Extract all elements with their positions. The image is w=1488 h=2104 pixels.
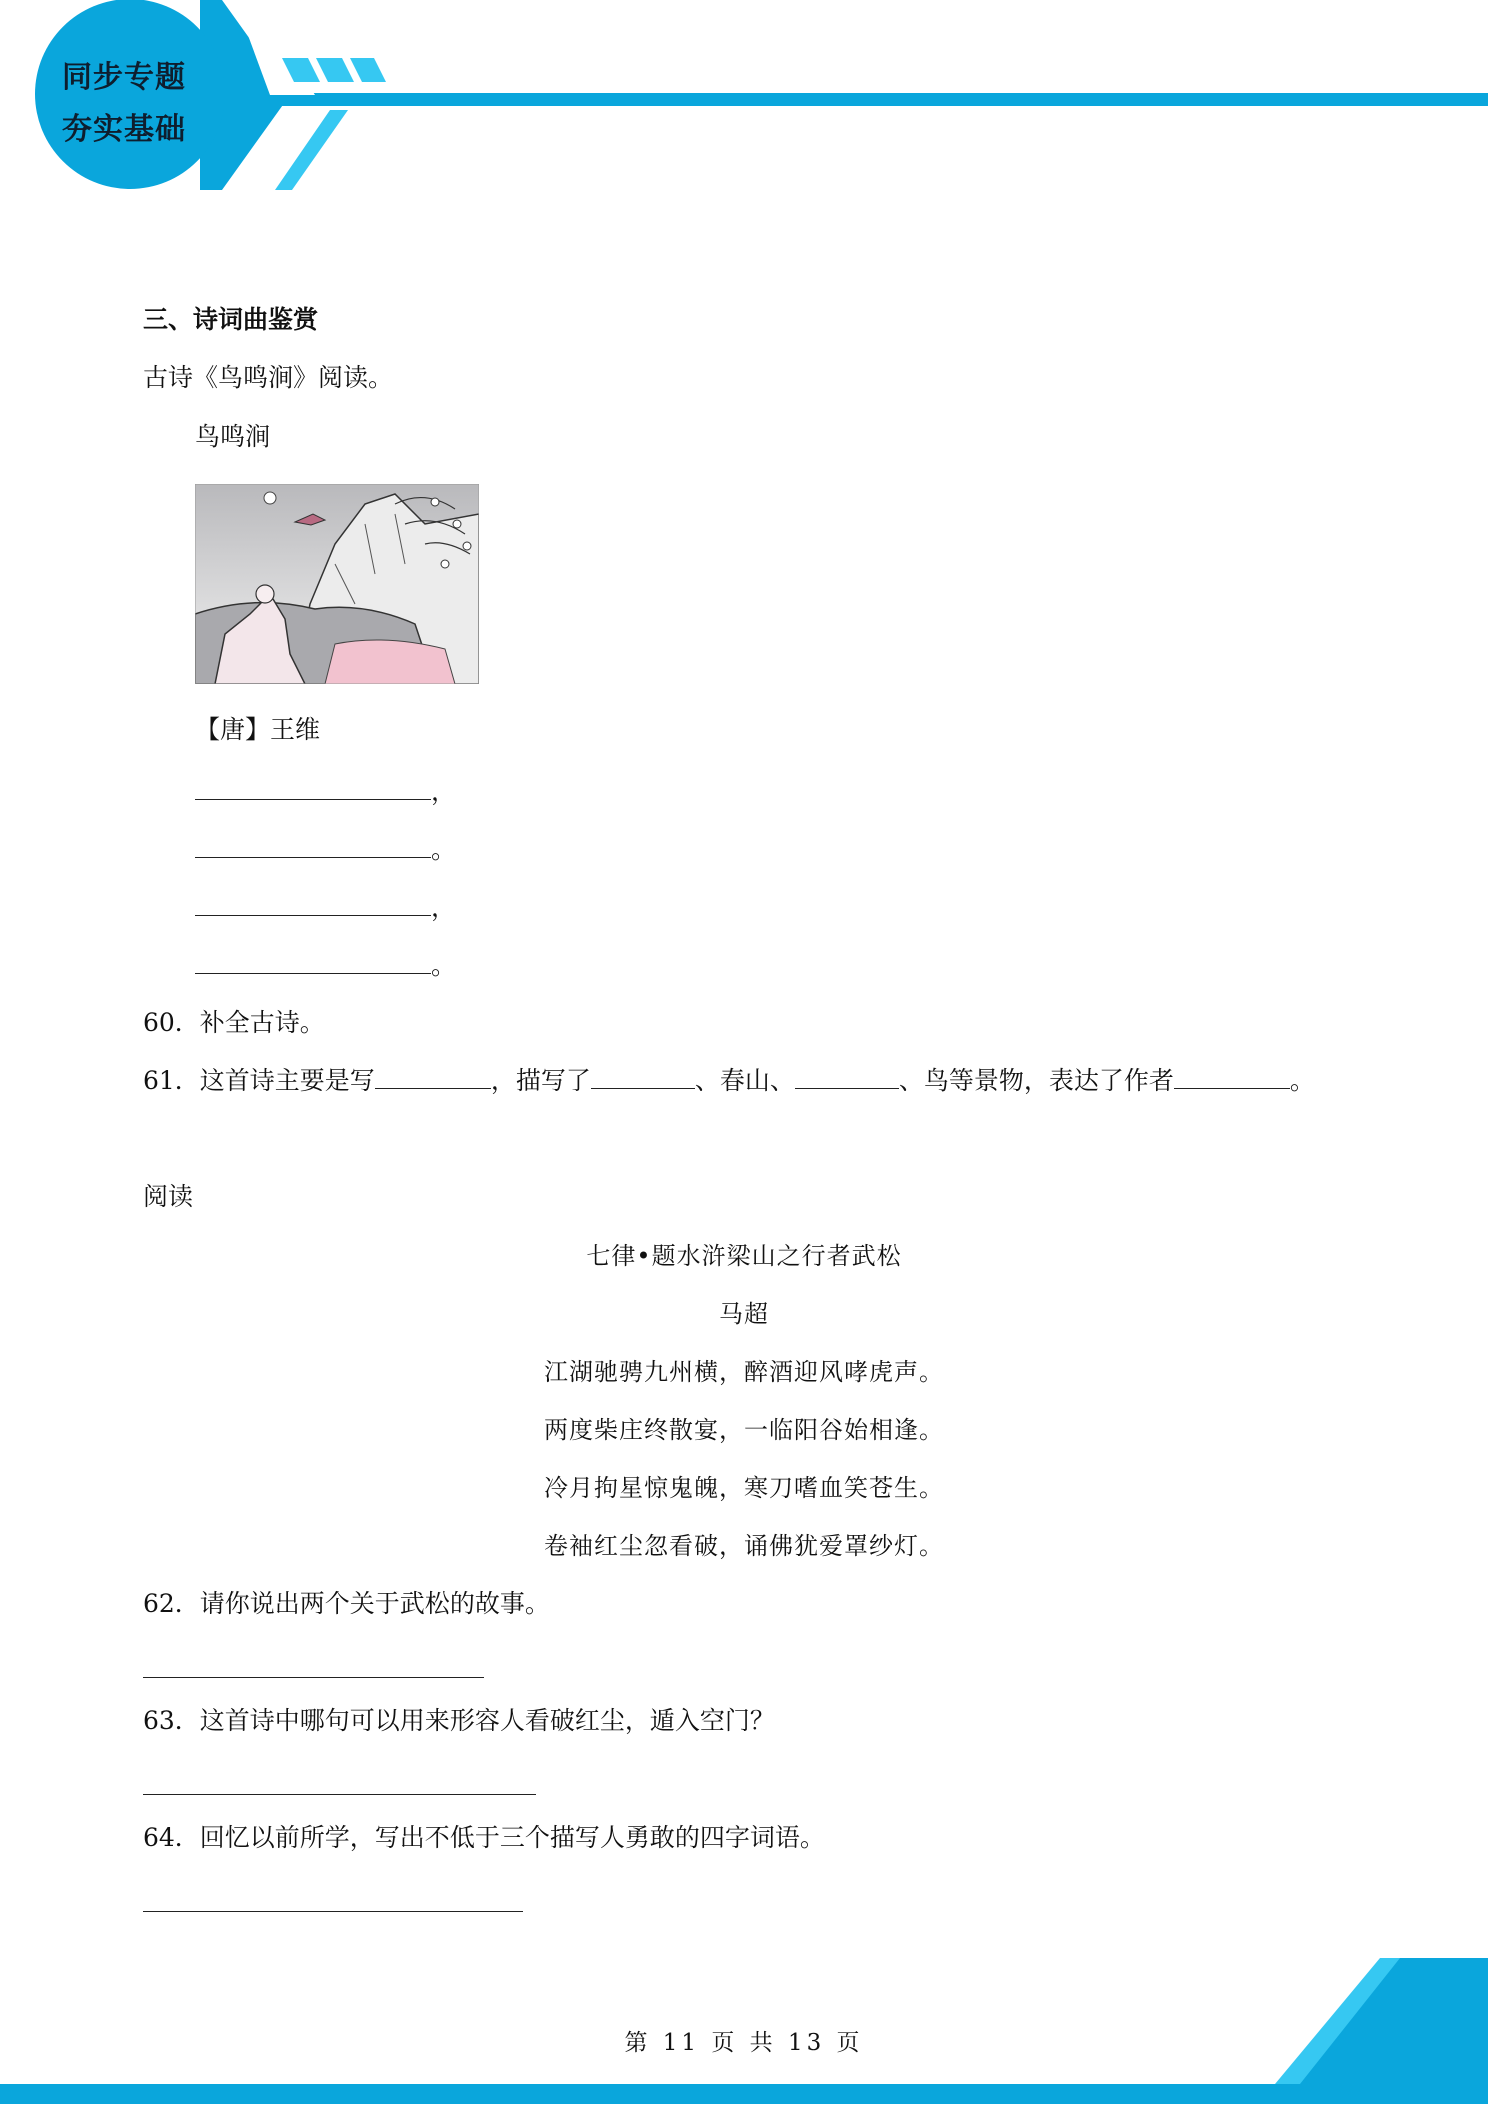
blank-line-1[interactable]: ， xyxy=(195,775,456,809)
question-63: 63．这首诗中哪句可以用来形容人看破红尘，遁入空门？ xyxy=(143,1706,775,1735)
question-61: 61．这首诗主要是写 ，描写了 、春山、 、鸟等景物，表达了作者 。 xyxy=(143,1066,1315,1095)
poem-illustration xyxy=(195,484,479,684)
poem-line-2: 两度柴庄终散宴，一临阳谷始相逢。 xyxy=(544,1416,944,1444)
moon-icon xyxy=(264,492,276,504)
blank-line-3[interactable]: ， xyxy=(195,891,456,925)
reading-poem-author: 马超 xyxy=(719,1300,769,1328)
q61-blank-3[interactable] xyxy=(795,1065,899,1089)
reading-label: 阅读 xyxy=(143,1182,194,1211)
badge-line-1: 同步专题 xyxy=(62,60,186,95)
header-banner xyxy=(0,0,1488,200)
page-number: 第 11 页 共 13 页 xyxy=(624,2030,864,2056)
section-title: 三、诗词曲鉴赏 xyxy=(143,305,319,334)
poem-line-4: 卷袖红尘忽看破，诵佛犹爱罩纱灯。 xyxy=(544,1532,944,1560)
poem-line-1: 江湖驰骋九州横，醉酒迎风哮虎声。 xyxy=(544,1358,944,1386)
poem-title: 鸟鸣涧 xyxy=(195,422,271,451)
q61-blank-2[interactable] xyxy=(591,1065,695,1089)
blank-line-4[interactable]: 。 xyxy=(195,949,456,983)
answer-line-62[interactable] xyxy=(143,1676,484,1678)
badge-line-2: 夯实基础 xyxy=(62,112,186,147)
reading-poem-title: 七律•题水浒梁山之行者武松 xyxy=(586,1242,902,1270)
answer-line-64[interactable] xyxy=(143,1910,523,1912)
question-60: 60．补全古诗。 xyxy=(143,1008,325,1037)
poem-line-3: 冷月拘星惊鬼魄，寒刀嗜血笑苍生。 xyxy=(544,1474,944,1502)
poem-author: 【唐】王维 xyxy=(195,715,321,744)
section-intro: 古诗《鸟鸣涧》阅读。 xyxy=(143,363,394,392)
question-62: 62．请你说出两个关于武松的故事。 xyxy=(143,1589,550,1618)
blank-line-2[interactable]: 。 xyxy=(195,833,456,867)
answer-line-63[interactable] xyxy=(143,1793,536,1795)
question-64: 64．回忆以前所学，写出不低于三个描写人勇敢的四字词语。 xyxy=(143,1823,825,1852)
q61-blank-1[interactable] xyxy=(375,1065,491,1089)
q61-blank-4[interactable] xyxy=(1174,1065,1290,1089)
